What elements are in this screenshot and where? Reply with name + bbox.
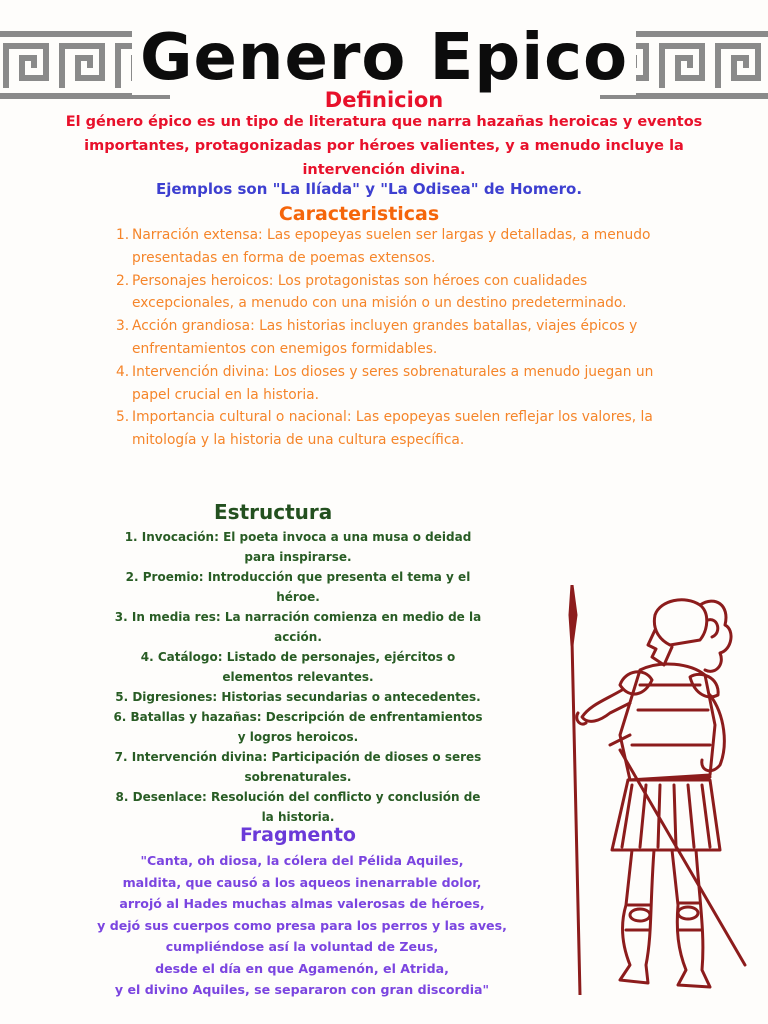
- list-item: 5. Importancia cultural o nacional: Las epopeyas suelen reflejar los valores, la mitología y la historia de una cultura específica.: [116, 409, 653, 449]
- list-item: 6. Batallas y hazañas: Descripción de enfrentamientos y logros heroicos.: [113, 710, 483, 744]
- fragment-line: maldita, que causó a los aqueos inenarrable dolor,: [122, 874, 482, 890]
- page-title: Genero Epico: [0, 18, 768, 98]
- caracteristicas-list: [116, 224, 656, 452]
- list-item: 7. Intervención divina: Participación de dioses o seres sobrenaturales.: [114, 750, 482, 784]
- list-item: 3. Acción grandiosa: Las historias incluyen grandes batallas, viajes épicos y enfrentamientos con enemigos formidables.: [116, 318, 638, 357]
- warrior-illustration: [560, 585, 760, 995]
- warrior-illustration-icon: [560, 585, 760, 995]
- list-item: 2. Personajes heroicos: Los protagonistas son héroes con cualidades excepcionales, a menudo con una misión o un destino predeterminado.: [116, 272, 627, 312]
- fragment-line: y el divino Aquiles, se separaron con gran discordia": [114, 982, 490, 997]
- list-item: 4. Catálogo: Listado de personajes, ejércitos o elementos relevantes.: [140, 650, 456, 684]
- fragment-line: arrojó al Hades muchas almas valerosas de héroes,: [119, 896, 485, 911]
- examples-text: Ejemplos son "La Ilíada" y "La Odisea" de Homero.: [155, 180, 583, 198]
- caracteristicas-heading: Caracteristicas: [278, 203, 440, 225]
- fragmento-heading: Fragmento: [240, 824, 356, 846]
- estructura-heading: Estructura: [214, 500, 333, 524]
- list-item: 8. Desenlace: Resolución del conflicto y conclusión de la historia.: [115, 790, 481, 824]
- definicion-text: El género épico es un tipo de literatura que narra hazañas heroicas y eventos importantes, protagonizadas por héroes valientes, y a menudo incluye la intervención divina.: [65, 114, 703, 178]
- list-item: 1. Invocación: El poeta invoca a una musa o deidad para inspirarse.: [124, 530, 472, 564]
- list-item: 5. Digresiones: Historias secundarias o antecedentes.: [115, 690, 481, 704]
- fragment-line: "Canta, oh diosa, la cólera del Pélida Aquiles,: [140, 853, 464, 868]
- list-item: 1. Narración extensa: Las epopeyas suelen ser largas y detalladas, a menudo presentadas en forma de poemas extensos.: [116, 227, 651, 266]
- fragment-line: desde el día en que Agamenón, el Atrida,: [155, 960, 449, 976]
- definicion-heading: Definicion: [324, 88, 444, 112]
- list-item: 4. Intervención divina: Los dioses y seres sobrenaturales a menudo juegan un papel crucial en la historia.: [116, 363, 654, 403]
- fragment-line: y dejó sus cuerpos como presa para los perros y las aves,: [97, 917, 507, 933]
- estructura-list: [108, 527, 488, 827]
- list-item: 3. In media res: La narración comienza en medio de la acción.: [114, 610, 482, 644]
- fragment-line: cumpliéndose así la voluntad de Zeus,: [165, 939, 439, 954]
- list-item: 2. Proemio: Introducción que presenta el tema y el héroe.: [125, 570, 471, 604]
- fragmento-text: [70, 850, 534, 1001]
